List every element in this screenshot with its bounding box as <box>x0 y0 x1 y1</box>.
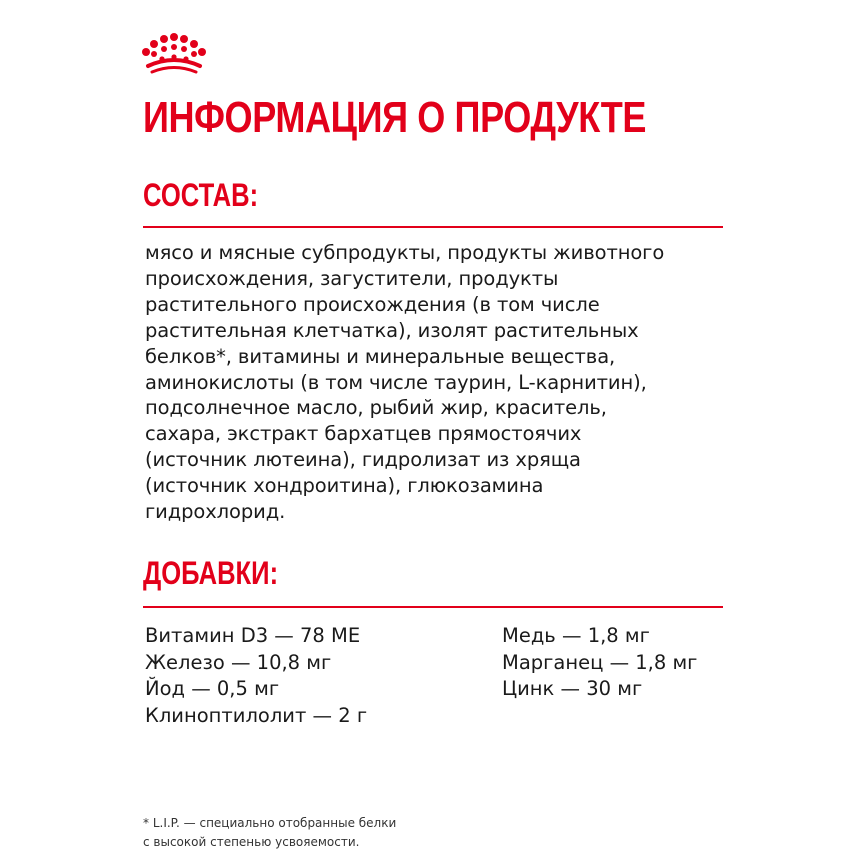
footnote <box>143 814 543 852</box>
additive-item: Клиноптилолит — 2 г <box>145 703 368 727</box>
composition-line: мясо и мясные субпродукты, продукты животного <box>145 241 665 264</box>
composition-line: подсолнечное масло, рыбий жир, краситель, <box>145 396 607 420</box>
composition-line: гидрохлорид. <box>145 500 286 524</box>
additive-item: Йод — 0,5 мг <box>145 677 280 700</box>
crown-icon <box>140 32 208 76</box>
additives-list-left <box>145 623 367 729</box>
additive-item: Цинк — 30 мг <box>502 677 643 700</box>
composition-line: (источник хондроитина), глюкозамина <box>145 474 544 498</box>
page-title: ИНФОРМАЦИЯ О ПРОДУКТЕ <box>143 93 646 142</box>
composition-divider <box>143 226 723 228</box>
additive-item: Медь — 1,8 мг <box>502 624 650 647</box>
additives-heading: ДОБАВКИ: <box>143 555 279 591</box>
composition-line: происхождения, загустители, продукты <box>145 266 559 290</box>
composition-heading: СОСТАВ: <box>143 177 259 213</box>
composition-line: сахара, экстракт бархатцев прямостоячих <box>145 422 582 446</box>
additive-item: Витамин D3 — 78 МЕ <box>145 624 361 647</box>
composition-line: аминокислоты (в том числе таурин, L-карнитин), <box>145 370 647 394</box>
footnote-line: * L.I.P. — специально отобранные белки <box>143 816 397 830</box>
additive-item: Железо — 10,8 мг <box>145 650 332 674</box>
additives-divider <box>143 606 723 608</box>
composition-text <box>145 240 725 525</box>
additives-list-right <box>502 623 697 703</box>
additive-item: Марганец — 1,8 мг <box>502 650 698 674</box>
composition-line: растительная клетчатка), изолят растительных <box>145 318 639 342</box>
composition-line: растительного происхождения (в том числе <box>145 292 600 316</box>
footnote-line: с высокой степенью усвояемости. <box>143 835 360 849</box>
composition-line: белков*, витамины и минеральные вещества, <box>145 344 616 368</box>
composition-line: (источник лютеина), гидролизат из хряща <box>145 448 581 472</box>
